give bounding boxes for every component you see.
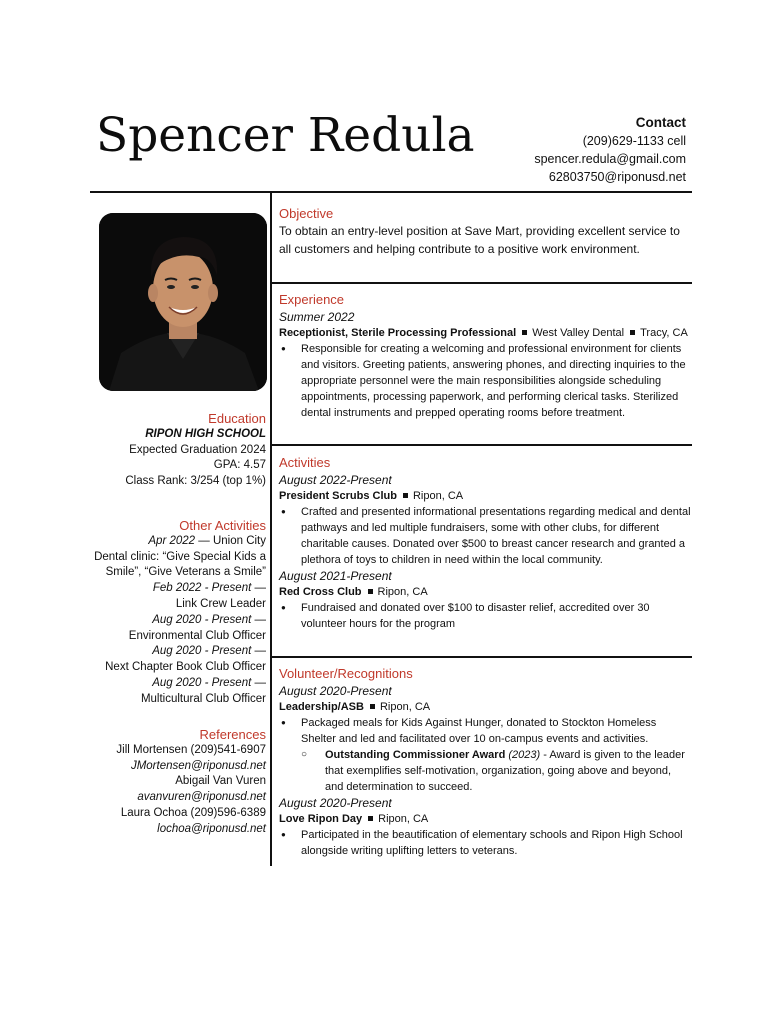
separator-square [368, 816, 373, 821]
experience-role-line [279, 325, 691, 341]
other-activity-date: Apr 2022 [148, 534, 196, 547]
experience-org: West Valley Dental [532, 327, 625, 339]
other-activity-item [80, 534, 266, 581]
volunteer-period: August 2020-Present [279, 684, 392, 698]
header-divider [90, 191, 692, 193]
activities-section [279, 455, 691, 632]
other-activity-text: — [251, 613, 266, 626]
other-activity-text: Environmental Club Officer [128, 629, 266, 642]
award-item [279, 747, 691, 795]
contact-phone: (209)629-1133 cell [582, 134, 686, 148]
award-year: (2023) [508, 749, 541, 761]
volunteer-period: August 2020-Present [279, 796, 392, 810]
other-activity-date: Aug 2020 - Present [152, 645, 252, 658]
volunteer-role-line [279, 811, 691, 827]
activity-period: August 2021-Present [279, 569, 392, 583]
section-divider [270, 282, 692, 284]
experience-title: Experience [279, 292, 345, 307]
other-activity-text: Link Crew Leader [175, 597, 266, 610]
other-activity-text: — [251, 582, 266, 595]
objective-title: Objective [279, 206, 334, 221]
activity-bullet: ● Fundraised and donated over $100 to disaster relief, accredited over 30 volunteer hours for the program [279, 600, 691, 632]
education-rank: Class Rank: 3/254 (top 1%) [125, 475, 266, 488]
experience-bullets [279, 341, 691, 421]
volunteer-bullets [279, 715, 691, 747]
other-activity-item [80, 676, 266, 708]
other-activity-text: — [251, 676, 266, 689]
award-list [279, 747, 691, 795]
volunteer-role: Leadership/ASB [279, 701, 364, 713]
activity-bullets [279, 600, 691, 632]
other-activity-date: Aug 2020 - Present [152, 613, 252, 626]
volunteer-role: Love Ripon Day [279, 813, 363, 825]
other-activity-text: — [251, 645, 266, 658]
volunteer-role-line [279, 699, 691, 715]
separator-square [370, 704, 375, 709]
reference-line: Jill Mortensen (209)541-6907 [116, 743, 266, 756]
objective-section [279, 206, 691, 258]
section-divider [270, 656, 692, 658]
other-activity-item [80, 613, 266, 645]
volunteer-bullets [279, 827, 691, 859]
other-activities-title: Other Activities [179, 518, 266, 533]
volunteer-bullet: ● Participated in the beautification of elementary schools and Ripon High School alongside writing uplifting letters to veterans. [279, 827, 691, 859]
other-activity-text: Next Chapter Book Club Officer [105, 661, 266, 674]
other-activity-text: — Union City [195, 534, 266, 547]
reference-line[interactable]: JMortensen@riponusd.net [130, 759, 266, 772]
resume-name: Spencer Redula [96, 108, 475, 163]
contact-label: Contact [635, 115, 686, 130]
activity-role: Red Cross Club [279, 586, 362, 598]
activity-role-line [279, 584, 691, 600]
separator-square [522, 330, 527, 335]
activity-location: Ripon, CA [412, 490, 464, 502]
education-title: Education [208, 411, 266, 426]
experience-period: Summer 2022 [279, 310, 355, 324]
section-divider [270, 444, 692, 446]
contact-school-email: 62803750@riponusd.net [548, 170, 686, 184]
portrait-illustration [99, 213, 267, 391]
experience-section [279, 292, 691, 421]
volunteer-location: Ripon, CA [379, 701, 431, 713]
separator-square [368, 589, 373, 594]
reference-line[interactable]: lochoa@riponusd.net [157, 822, 266, 835]
other-activity-text: Smile”, “Give Veterans a Smile” [105, 566, 266, 579]
volunteer-title: Volunteer/Recognitions [279, 666, 413, 681]
education-school: RIPON HIGH SCHOOL [145, 427, 266, 440]
education-gpa: GPA: 4.57 [213, 459, 266, 472]
other-activity-date: Feb 2022 - Present [152, 582, 252, 595]
volunteer-location: Ripon, CA [378, 813, 429, 825]
education-graduation: Expected Graduation 2024 [129, 443, 266, 456]
separator-square [403, 493, 408, 498]
activity-role-line [279, 488, 691, 504]
contact-email: spencer.redula@gmail.com [534, 152, 686, 166]
other-activity-text: Multicultural Club Officer [140, 692, 266, 705]
references-section [80, 727, 266, 838]
award-name: Outstanding Commissioner Award [325, 749, 506, 761]
other-activity-item [80, 581, 266, 613]
experience-location: Tracy, CA [640, 327, 688, 339]
contact-block [534, 114, 686, 186]
objective-text: To obtain an entry-level position at Save Mart, providing excellent service to all customers and helping contribute to a positive work environment. [279, 224, 680, 256]
other-activities-section [80, 518, 266, 708]
other-activity-text: Dental clinic: “Give Special Kids a [94, 550, 266, 563]
volunteer-section [279, 666, 691, 859]
column-divider [270, 193, 272, 866]
activity-period: August 2022-Present [279, 473, 392, 487]
award-text: - Award is given to the leader that exemplifies self-motivation, organization, going above and beyond, and determination to succeed. [325, 749, 685, 793]
other-activity-date: Aug 2020 - Present [152, 676, 252, 689]
activity-bullet: ● Crafted and presented informational presentations regarding medical and dental pathways and led multiple fundraisers, some with other clubs, for different charitable causes. Donated over $500 to breast cancer research and granted a plethora of toys to children in need within the local community. [279, 504, 691, 568]
references-title: References [199, 727, 266, 742]
profile-photo [99, 213, 267, 391]
activity-role: President Scrubs Club [279, 490, 397, 502]
education-section [80, 411, 266, 490]
volunteer-bullet: ● Packaged meals for Kids Against Hunger, donated to Stockton Homeless Shelter and led and facilitated over 10 on-campus events and activities. [279, 715, 691, 747]
experience-bullet: ● Responsible for creating a welcoming and professional environment for clients and visitors. Greeting patients, answering phones, and directing inquiries to the appropriate personnel were the main responsibilities alongside scheduling appointments, processing paperwork, and performing clerical tasks. Sterilized dental instruments and prepped operating rooms before treatment. [279, 341, 691, 421]
other-activity-item [80, 644, 266, 676]
activity-bullets [279, 504, 691, 568]
reference-line: Abigail Van Vuren [175, 775, 266, 788]
activity-location: Ripon, CA [377, 586, 428, 598]
activities-title: Activities [279, 455, 331, 470]
separator-square [630, 330, 635, 335]
reference-line: Laura Ochoa (209)596-6389 [120, 806, 266, 819]
reference-line[interactable]: avanvuren@riponusd.net [137, 791, 266, 804]
experience-role: Receptionist, Sterile Processing Professional [279, 327, 517, 339]
